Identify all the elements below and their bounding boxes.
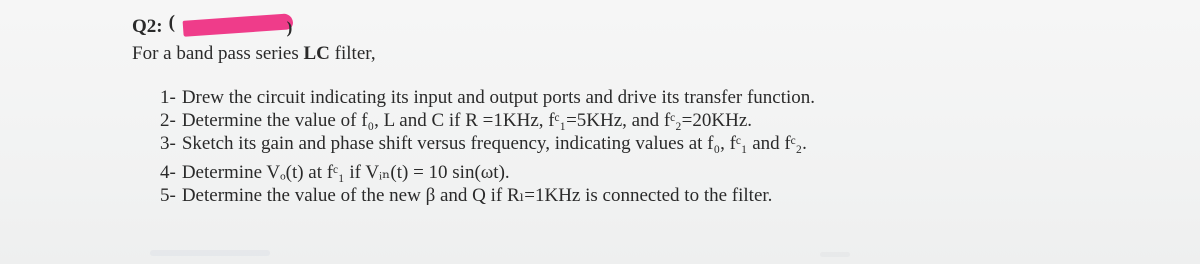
redaction-mark [169,14,309,40]
item-number: 5- [160,185,176,206]
redaction-open-paren: ( [168,12,175,33]
item-text: Drew the circuit indicating its input and output ports and drive its transfer function. [181,87,816,108]
sub-question-item [160,132,815,155]
item-number: 2- [160,110,176,131]
redaction-close-paren: ) [286,18,293,37]
question-header [132,14,309,40]
intro-bold: LC [303,43,330,64]
item-number: 1- [160,87,176,108]
item-text: Determine the value of the new β and Q if Rₗ=1KHz is connected to the filter. [181,185,773,206]
intro-suffix: filter, [329,43,376,64]
sub-question-list [160,86,815,207]
faint-cutoff-text-smudge [820,252,850,257]
item-text: Sketch its gain and phase shift versus frequency, indicating values at f₀, fᶜ₁ and fᶜ₂. [181,133,807,154]
question-label: Q2: [132,16,163,37]
intro-prefix: For a band pass series [132,43,304,64]
item-text: Determine Vₒ(t) at fᶜ₁ if Vᵢₙ(t) = 10 sin(ωt). [181,162,510,183]
pink-redaction-blob [182,13,293,37]
item-number: 3- [160,133,176,154]
sub-question-item [160,109,815,132]
sub-question-item [160,161,815,184]
faint-cutoff-text-smudge [150,250,270,256]
question-intro [132,43,376,65]
sub-question-item [160,86,815,109]
item-number: 4- [160,162,176,183]
sub-question-item [160,184,815,207]
item-text: Determine the value of f₀, L and C if R =1KHz, fᶜ₁=5KHz, and fᶜ₂=20KHz. [181,110,753,131]
